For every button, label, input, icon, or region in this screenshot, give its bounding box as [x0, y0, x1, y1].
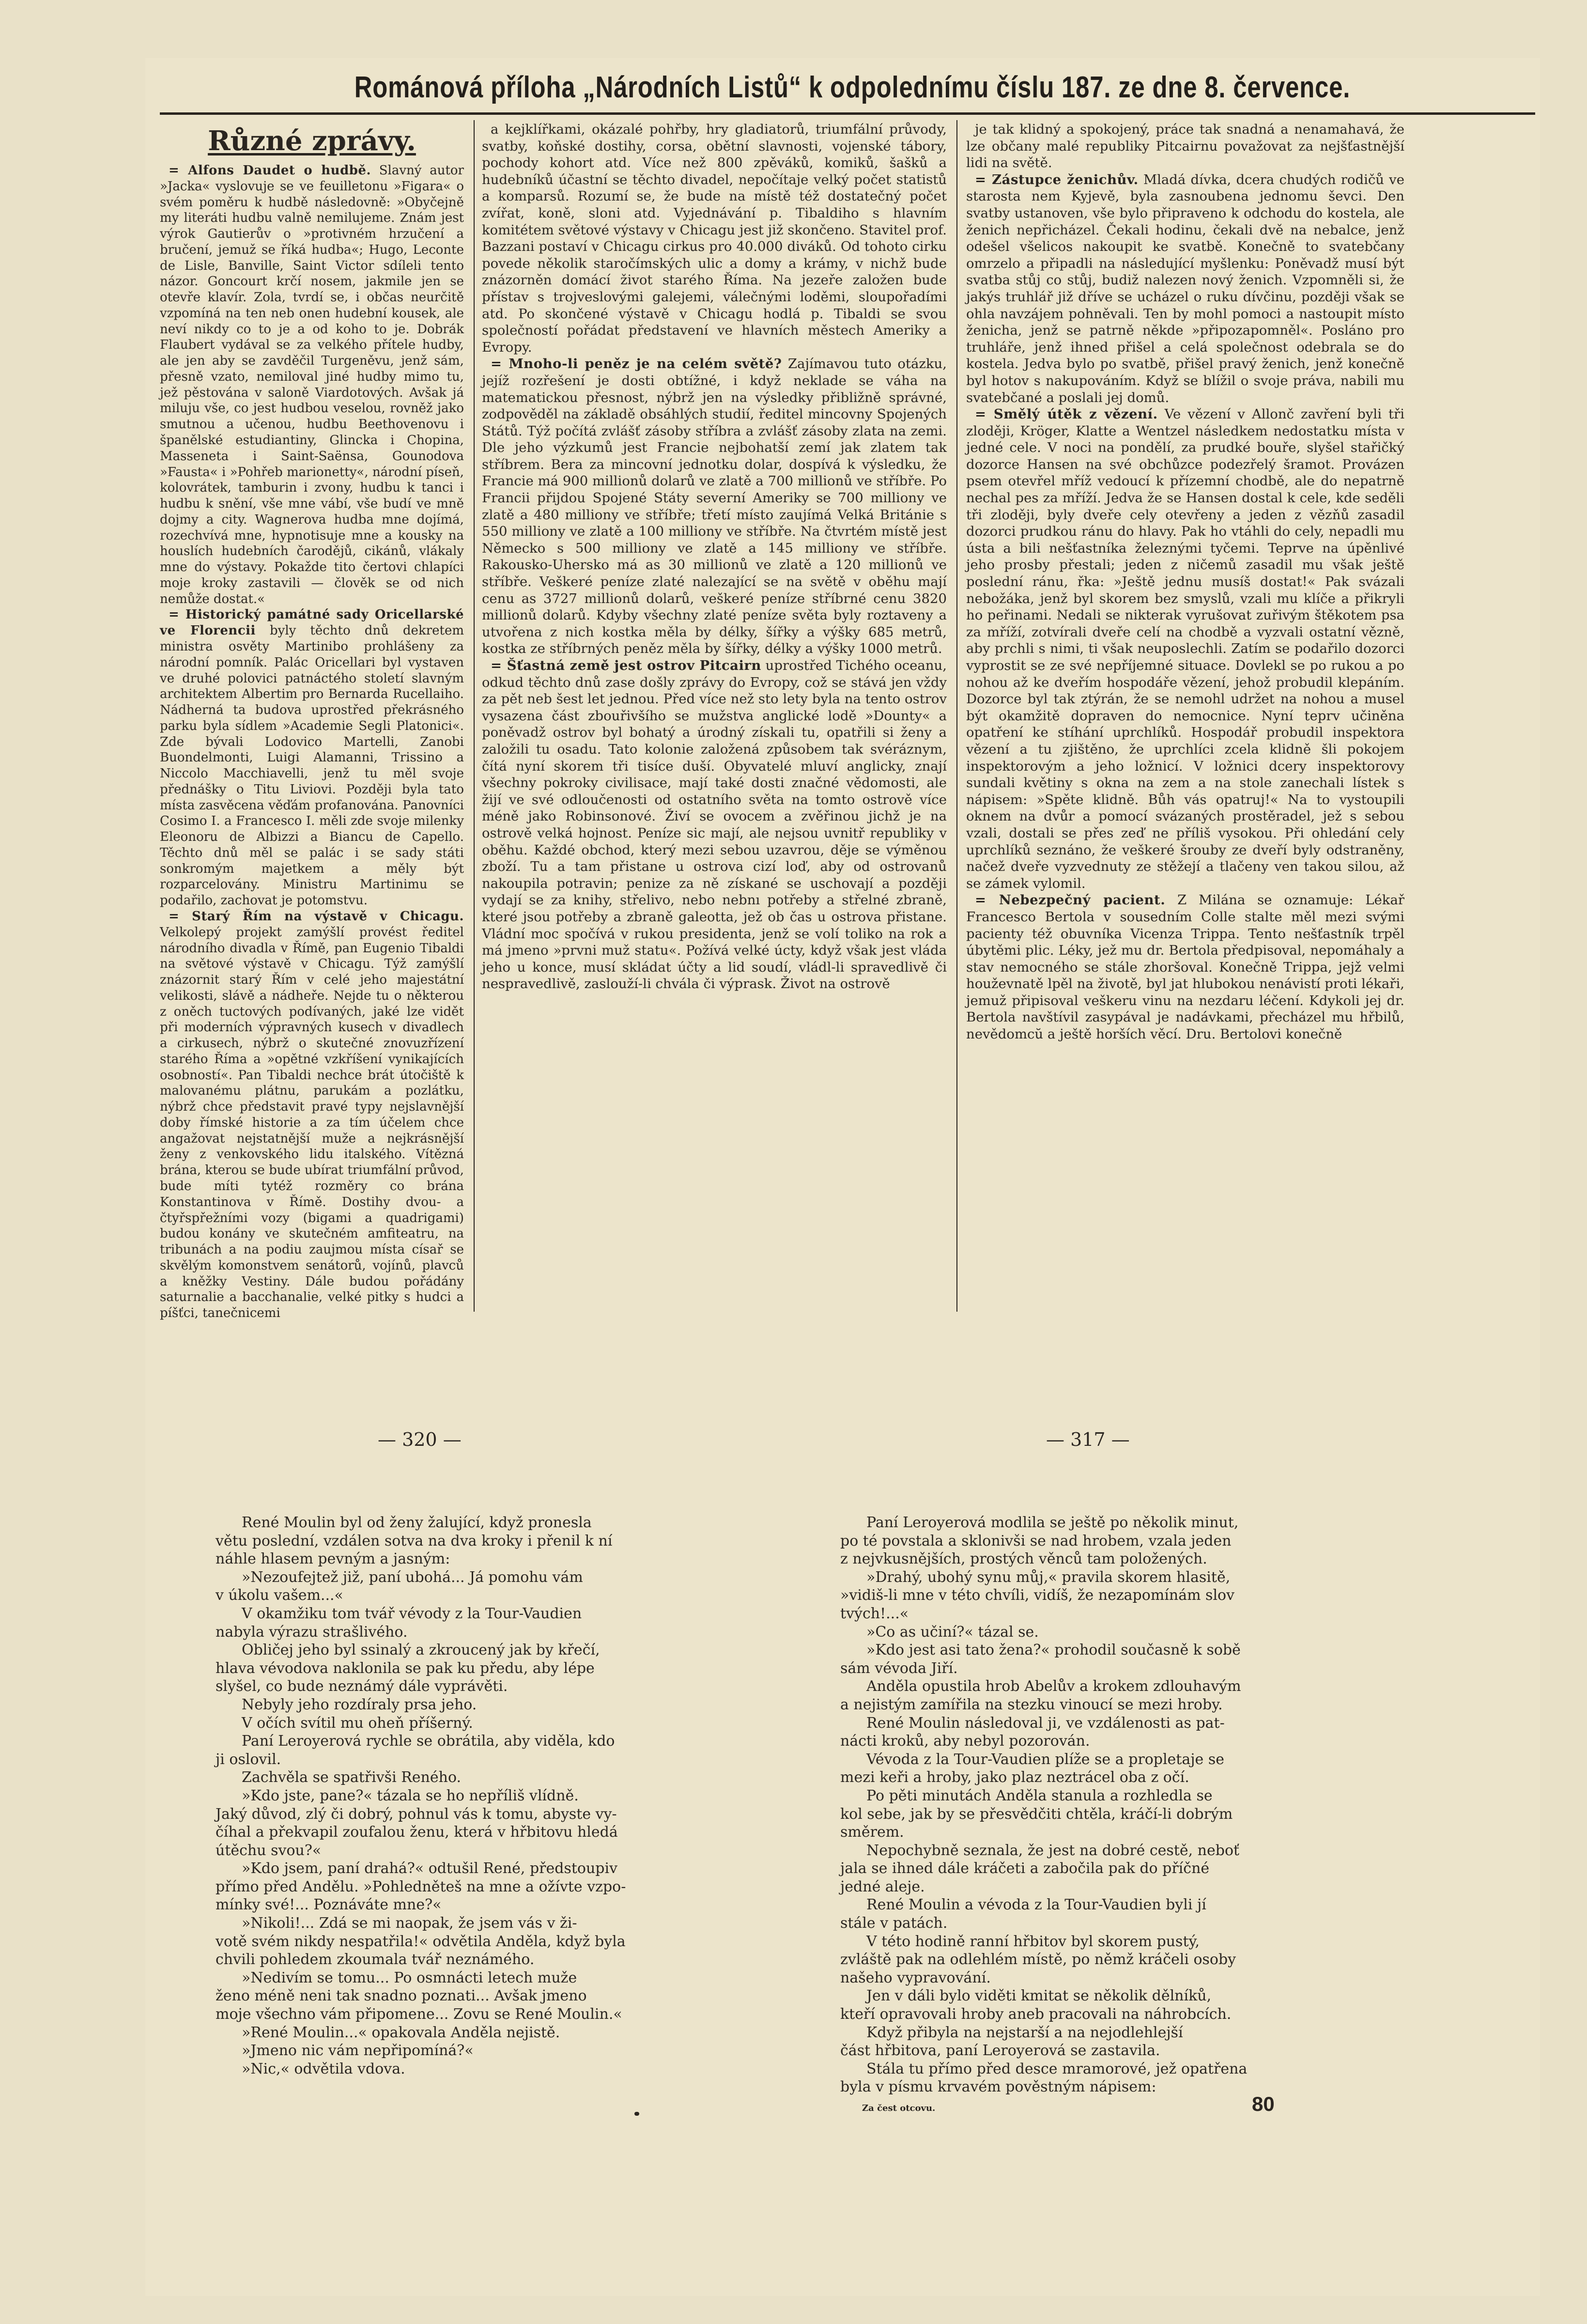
- novel-line: »Kdo jsem, paní drahá?« odtušil René, předstoupiv: [242, 1860, 618, 1877]
- novel-line: »Kdo jest asi tato žena?« prohodil současně k sobě: [866, 1642, 1241, 1659]
- novel-line: »Nezoufejtež již, paní ubohá... Já pomohu vám: [242, 1568, 583, 1586]
- novel-line: Vévoda z la Tour-Vaudien plíže se a propletaje se: [866, 1751, 1224, 1768]
- page-number-right: — 317 —: [1046, 1429, 1130, 1450]
- novel-line: sám vévoda Jiří.: [840, 1659, 958, 1677]
- novel-line: Paní Leroyerová rychle se obrátila, aby viděla, kdo: [242, 1733, 615, 1750]
- novel-right-page: [840, 1514, 1470, 2096]
- news-item-headline: = Šťastná země jest ostrov Pitcairn: [491, 658, 761, 673]
- articles-col1: [160, 163, 464, 1321]
- news-item-text: Mladá dívka, dcera chudých rodičů ve starosta nem Kyjevě, byla zasnoubena jednomu ševci. Den svatby ustanoven, vše bylo připraveno k odchodu do kostela, ale ženich nepřicházel. Čekali hodinu, čekali dvě na nebalce, jenž odešel všelicos nakoupit ke svatbě. Konečně to svatebčany omrzelo a připadli na následující myšlenku: Poněvadž musí být svatba stůj co stůj, budiž nalezen nový ženich. Vzpomněli si, že jakýs truhlář již dříve se ucházel o ruku dívčinu, později však se ohla navzájem pohněvali. Ten by mohl pomoci a nastoupit místo ženicha, jenž se patrně někde »připozapomněl«. Poslánо pro truhláře, jenž ihned přišel a celá společnost odebrala se do kostela. Jedva bylo po svatbě, přišel pravý ženich, jenž konečně byl hotov s nakupováním. Když se blížil o svoje práva, nabili mu svatebčané a poslali jej domů.: [966, 171, 1404, 405]
- news-item: [482, 121, 947, 356]
- novel-line: náhle hlasem pevným a jasným:: [216, 1550, 450, 1568]
- novel-line: Jen v dáli bylo viděti kmitat se několik dělníků,: [866, 1987, 1212, 2005]
- column-2: [482, 121, 947, 1322]
- column-3: [966, 121, 1404, 1322]
- novel-line: nácti kroků, aby nebyl pozorován.: [840, 1733, 1090, 1750]
- novel-line: byla v písmu krvavém pověstným nápisem:: [840, 2078, 1156, 2096]
- novel-line: »Kdo jste, pane?« tázala se ho nepříliš vlídně.: [242, 1787, 579, 1804]
- novel-line: »Nedivím se tomu... Po osmnácti letech muže: [242, 1969, 577, 1986]
- novel-line: René Moulin následoval ji, ve vzdálenosti as pat-: [866, 1714, 1225, 1732]
- novel-line: »Nikoli!... Zdá se mi naopak, že jsem vás v ži-: [242, 1915, 577, 1932]
- novel-line: po té povstala a sklonivši se nad hrobem, vzala jeden: [840, 1532, 1232, 1549]
- novel-line: Anděla opustila hrob Abelův a krokem zdlouhavým: [866, 1678, 1241, 1695]
- news-item: [160, 909, 464, 1321]
- column-divider-2: [956, 120, 957, 1312]
- novel-line: přímo před Andělu. »Pohledněteš na mne a ožívte vzpo-: [216, 1878, 626, 1895]
- novel-line: tvých!...«: [840, 1605, 909, 1622]
- novel-left-page: [216, 1514, 845, 2078]
- section-title: Různé zprávy.: [208, 125, 416, 157]
- news-item-text: Ve vězení v Allonč zavření byli tři zloději, Kröger, Klatte a Wentzel následkem nedostatku místa v jedné cele. V noci na pondělí, za prudké bouře, slyšel stařičký dozorce Hansen na své obchůzce podezřelý šramot. Provázen psem otevřel mříž vedoucí k přízemní chodbě, ale do nepatrně nechal pes za mříží. Jedva že se Hansen dostal k cele, kde seděli tři zloději, byly dveře cely otevřeny a jeden z vězňů zasadil dozorci prudkou ránu do hlavy. Pak ho vtáhli do cely, nepadli mu ústa a bili nešťastníka železnými tyčemi. Teprve na úpěnlivé jeho prosby přestali; jeden z ničemů zasadil mu však ještě poslední ránu, řka: »Ještě jednu musíš dostat!« Pak svázali nebožáka, jenž byl skorem bez smyslů, vzali mu klíče a přikryli ho peřinami. Nedali se nikterak vyrušovat zuřivým štěkotem psa za mříží, zotvírali dveře celí na chodbě a vyzvali ostatní vězně, aby prchli s nimi, ti však neuposlechli. Zatím se podařilo dozorci vyprostit se ze své nepříjemné situace. Dovlekl se po rukou a po nohou až ke dveřím hospodáře vězení, jehož probudil klepáním. Dozorce byl tak ztýrán, že se nemohl udržet na nohou a musel být okamžitě dopraven do nemocnice. Nyní teprv učiněna opatření ke stíhání uprchlíků. Hospodář probudil inspektora vězení a tu zjištěno, že uprchlíci zcela klidně šli pokojem inspektorovým a jeho ložnicí. V ložnici dcery inspektorovy sundali květiny s okna na zem a na stole zanechali lístek s nápisem: »Spěte klidně. Bůh vás opatruj!« Na to vystoupili oknem na dvůr a pomocí svázaných prostěradel, jež s sebou vzali, dostali se přes zeď ne příliš vysokou. Při ohledání cely uprchlíků seznáno, že veškeré šrouby ze dveří byly odstraněny, načež dveře vyzvednuty ze stěžejí a tlačeny ven takou silou, až se zámek vylomil.: [966, 406, 1404, 891]
- novel-line: jedné aleje.: [840, 1878, 925, 1895]
- novel-line: ženo méně neni tak snadno poznati... Avšak jmeno: [216, 1987, 587, 2005]
- novel-line: Nebyly jeho rozdíraly prsa jeho.: [242, 1696, 477, 1713]
- news-item-headline: = Alfons Daudet o hudbě.: [169, 163, 371, 178]
- novel-line: Po pěti minutách Anděla stanula a rozhledla se: [866, 1787, 1213, 1804]
- novel-line: V této hodině ranní hřbitov byl skorem pustý,: [866, 1933, 1200, 1950]
- news-item-text: byly těchto dnů dekretem ministra osvěty Martinibo prohlášeny za národní pomník. Palác Oricellari byl vystaven ve druhé polovici patnáctého století slavným architektem Albertim pro Bernarda Rucellaiho. Nádherná ta budova uprostřed překrásného parku byla sídlem »Academie Segli Platonici«. Zde bývali Lodovico Martelli, Zanobi Buondelmonti, Luigi Alamanni, Trissino a Niccolo Macchiavelli, jenž tu měl svoje přednášky o Titu Liviovi. Později byla tato místa zasvěcena věďám profanovánа. Panovníci Cosimo I. a Francesco I. měli zde svoje milenky Eleonoru de Albizzi a Biancu de Capello. Těchto dnů měl se palác i se sady státi sonkromým majetkem a měly být rozparcelovány. Ministru Martinimu se podařilo, zachovat je potomstvu.: [160, 623, 464, 908]
- news-item: [966, 121, 1404, 171]
- novel-line: Paní Leroyerová modlila se ještě po několik minut,: [866, 1514, 1239, 1531]
- novel-line: Jaký důvod, zlý či dobrý, pohnul vás k tomu, abyste vy-: [216, 1805, 617, 1823]
- novel-line: Obličej jeho byl ssinalý a zkroucený jak by křečí,: [242, 1642, 600, 1659]
- articles-col2: [482, 121, 947, 992]
- news-item-text: uprostřed Tichého oceanu, odkud těchto dnů zase došly zprávy do Evropy, což se stává jen vždy za pět neb šest let jednou. Před více než sto lety byla na tento ostrov vysazena část zbouřivšího se mužstva anglické lodě »Dounty« a poněvadž ostrov byl bohatý a úrodný získali tu, opatřili si ženy a založili tu osadu. Tato kolonie založená způsobem tak svéráznym, čítá nyní skorem tři tisíce duší. Obyvatelé mluví anglicky, znají všechny pokroky civilisace, mají také dosti značné vědomosti, ale žijí ve své odloučenosti od ostatního světa na tomto ostrově více méně jako Robinsonové. Živí se ovocem a zvěřinou jichž je na ostrově velká hojnost. Peníze sic mají, ale nejsou uvnitř republiky v oběhu. Každé obchod, který mezi sebou uzavrou, děje se výměnou zboží. Tu a tam přistane u ostrova cizí loď, aby od ostrovanů nakoupila potravin; penize za ně získané se uschovají a později vydají se za knihy, střelivo, nebo nebnı potřeby a střelné zbraně, které jsou potřeby a zbraně galeotta, jež ob čas u ostrova přistane. Vládní moc spočívá v rukou presidenta, jenž se volí toliko na rok a má jmeno »prvni muž statu«. Požívá velké úcty, když však jest vláda jeho u konce, musí skládat účty a lid soudí, vládl-li spravedlivě či nespravedlivě, zaslouží-li chvála či výprask. Život na ostrově: [482, 658, 947, 992]
- news-item-headline: = Zástupce ženichův.: [975, 171, 1139, 187]
- novel-line: jala se ihned dále kráčeti a zabočila pak do příčné: [840, 1860, 1210, 1877]
- news-item: [966, 892, 1404, 1042]
- novel-line: mínky své!... Poznáváte mne?«: [216, 1896, 442, 1914]
- novel-line: zvláště pak na odlehlém místě, po němž kráčeli osoby: [840, 1951, 1236, 1968]
- novel-line: Zachvěla se spatřivši Reného.: [242, 1769, 462, 1786]
- news-item: [482, 356, 947, 657]
- novel-line: ji oslovil.: [216, 1751, 281, 1768]
- novel-line: Stála tu přímo před desce mramorové, jež opatřena: [866, 2060, 1248, 2077]
- novel-line: kteří opravovali hroby aneb pracovali na náhrobcích.: [840, 2006, 1232, 2023]
- news-item-headline: = Historický památné sady Oricellarské ve Florencii: [160, 607, 464, 638]
- novel-line: v úkolu vašem...«: [216, 1587, 343, 1604]
- novel-line: »vidiš-li mne v této chvíli, vidíš, že nezapomínám slov: [840, 1587, 1235, 1604]
- fold-mark: [634, 2112, 639, 2116]
- novel-line: Když přibyla na nejstarší a na nejodlehlejší: [866, 2024, 1183, 2041]
- novel-line: nabyla výrazu strašlivého.: [216, 1623, 408, 1641]
- news-item-text: a kejklířkami, okázalé pohřby, hry gladiatorů, triumfální průvody, svatby, koňské dostihy, corsa, obětní slavnosti, vojenské tábory, pochody kohort atd. Více než 800 zpěváků, komiků, šašků a hudebníků účastní se těchto divadel, nepočítaje velký počet statistů a komparsů. Rozumí se, že bude na místě též dostatečný počet zvířat, koně, sloni atd. Vyjednávání p. Tibaldiho s hlavním komitétem světové výstavy v Chicagu jest již skončeno. Stavitel prof. Bazzani postaví v Chicagu cirkus pro 40.000 diváků. Od tohoto cirku povede několik staročímských ulic a domy a krámy, v nichž bude znázorněn domácí život starého Říma. Na jezeře založen bude přístav s trojveslovými galejemi, válečnými loděmi, sloupořadími atd. Po skončené výstavě v Chicagu hodlá p. Tibaldi se svou společností pořádat představení ve hlavních městech Ameriky a Evropy.: [482, 122, 947, 355]
- novel-line: »Drahý, ubohý synu můj,« pravila skorem hlasitě,: [866, 1568, 1231, 1586]
- novel-line: »René Moulin...« opakovala Anděla nejistě.: [242, 2024, 560, 2041]
- novel-line: útěchu svou?«: [216, 1842, 322, 1859]
- masthead-rule: [160, 112, 1535, 115]
- novel-footer-title: Za čest otcovu.: [862, 2103, 936, 2113]
- novel-line: V očích svítil mu oheň příšerný.: [242, 1714, 473, 1732]
- novel-line: část hřbitova, paní Leroyerová se zastavila.: [840, 2042, 1160, 2060]
- novel-line: mezi keři a hroby, jako plaz neztrácel oba z očí.: [840, 1769, 1189, 1786]
- news-item: [966, 406, 1404, 892]
- novel-line: hlava vévodova naklonila se pak ku předu, aby lépe: [216, 1659, 595, 1677]
- news-item: [966, 171, 1404, 406]
- news-item-headline: = Nebezpečný pacient.: [975, 892, 1166, 908]
- novel-line: číhal a překvapil zoufalou ženu, která v hřbitovu hledá: [216, 1824, 618, 1841]
- masthead: Románová příloha „Národních Listů“ k odpolednímu číslu 187. ze dne 8. července.: [354, 71, 1351, 104]
- news-item-headline: = Mnoho-li peněz je na celém světě?: [491, 356, 782, 372]
- novel-line: stále v patách.: [840, 1915, 948, 1932]
- novel-line: René Moulin byl od ženy žalující, když pronesla: [242, 1514, 592, 1531]
- novel-line: našeho vypravování.: [840, 1969, 991, 1986]
- news-item-text: Zajímavou tuto otázku, jejíž rozřešení je dosti obtížné, i když neklade se váha na matematickou přesnost, nýbrž jen na výsledky přibližně správné, zodpověděl na základě obsáhlých studií, ředitel mincovny Spojených Států. Týž počítá zvlášť zásoby stříbra a zvlášť zásoby zlata na zemi. Dle jeho výzkumů jest Francie nejbohatší zemí jak zlatem tak stříbrem. Bera za mincovní jednotku dolar, dospívá k výsledku, že Francie má 900 millionů dolarů ve zlatě a 700 millionů ve stříbře. Po Francii přijdou Spojené Státy severní Ameriky se 700 milliony ve zlatě a 480 milliony ve stříbře; třetí místo zaujímá Velká Británie s 550 milliony ve zlatě a 100 milliony ve stříbře. Na čtvrtém místě jest Německo s 500 milliony ve zlatě a 145 milliony ve stříbře. Rakousko-Uhersko má as 30 millionů ve zlatě a 120 millionů ve stříbře. Veškeré peníze zlaté nalezající se na světě v oběhu mají cenu as 3727 millionů dolarů, veškeré peníze stříbrné cenu 3820 millionů dolarů. Kdyby všechny zlaté peníze světa byly roztaveny a utvořena z nich kostka měla by délky, šířky a výšky 685 metrů, kostka ze stříbrných peněz měla by šířky, délky a výšky 1000 metrů.: [482, 356, 947, 657]
- news-item-headline: = Smělý útěk z vězení.: [975, 406, 1158, 422]
- news-item-text: Z Milána se oznamuje: Lékař Francesco Bertola v sousedním Colle stalte měl mezi svými pacienty též obuvníka Vicenza Trippa. Tento nešťastník trpěl úbytěmi plic. Léky, jež mu dr. Bertola předpisoval, nepomáhaly a stav nemocného se stále zhoršoval. Konečně Trippa, jejž velmi houževnatě lpěl na životě, byl jat hlubokou nenávistí proti lékaři, jemuž připisoval veškeru vinu na nezdaru léčení. Kdykoli jej dr. Bertola navštívil zasypával je nadávkami, přecházel mu hřbilů, nevědomcŭ a ještě horších věcí. Dru. Bertolovi konečně: [966, 892, 1404, 1042]
- articles-col3: [966, 121, 1404, 1043]
- news-item: [160, 607, 464, 909]
- novel-line: René Moulin a vévoda z la Tour-Vaudien byli jí: [866, 1896, 1206, 1914]
- news-item-text: je tak klidný a spokojený, práce tak snadná a nenamahavá, že lze občany malé republiky Pitcairnu považovat za nejšťastnější lidi na světě.: [966, 122, 1404, 171]
- novel-line: moje všechno vám připomene... Zovu se René Moulin.«: [216, 2006, 622, 2023]
- news-item: [160, 163, 464, 607]
- novel-line: »Jmeno nic vám nepřipomíná?«: [242, 2042, 474, 2060]
- novel-line: větu poslední, vzdálen sotva na dva kroky i přenil k ní: [216, 1532, 613, 1549]
- novel-line: kol sebe, jak by se přesvědčiti chtěla, kráčí-li dobrým: [840, 1805, 1233, 1823]
- sheet-number: 80: [1252, 2092, 1275, 2115]
- news-item-text: Velkolepý projekt zamýšlí provést ředitel národního divadla v Římě, pan Eugenio Tibaldi na světové výstavě v Chicagu. Týž zamýšlí znázornit starý Řím v celé jeho majestátní velikosti, slávě a nádheře. Nejde tu o některou z oněch tuctových podívaných, jaké lze vidět při moderních výpravných kusech v divadlech a cirkusech, nýbrž o skutečné znovuzřízení starého Říma a »opětné vzkříšení vynikajících osobností«. Pan Tibaldi nechce brát útočiště k malovanému plátnu, parukám a pozlátku, nýbrž chce představit pravé typy nejslavnější doby římské historie a za tím účelem chce angažovat nejstatnější muže a nejkrásnější ženy z venkovského lidu italského. Vítězná brána, kterou se bude ubírat triumfální průvod, bude míti tytéž rozměry co brána Konstantinova v Římě. Dostihy dvou- a čtyřspřežními vozy (bigami a quadrigami) budou konány ve skutečném amfiteatru, na tribunách a na podiu zaujmou místa císař se skvělým komonstvem senátorů, vojínů, plavců a kněžky Vestiny. Dále budou pořádány saturnalie a bacchanalie, velké pitky s hudci a píšťci, tanečnicemi: [160, 925, 464, 1321]
- novel-line: chvili pohledem zkoumala tvář neznámého.: [216, 1951, 535, 1968]
- news-item-text: Slavný autor »Jacka« vyslovuje se ve feuilletonu »Figara« o svém poměru k hudbě následovně: »Obyčejně my literáti hudbu valně nemilujeme. Znám jest výrok Gautierův o »protivném hrzučení a bručení, jemuž se říká hudba«; Hugo, Leconte de Lisle, Banville, Saint Victor sdíleli tento názor. Goncourt krčí nosem, jakmile jen se otevře klavír. Zola, tvrdí se, i občas neurčitě vzpomíná na ten neb onen hudební kousek, ale neví nikdy co to je a od koho to je. Dobrák Flaubert vydával se za velkého přítele hudby, ale jen aby se zavděčil Turgeněvu, jenž sám, přesně vzato, nemiloval jiné hudby mimo tu, jež pěstována v saloně Viardotových. Avšak já miluju vše, co jest hudbou veselou, rovněž jako smutnou a učenou, hudbu Beethovenovu i španělské estudiantiny, Glincka i Chopina, Masseneta i Saint-Saënsa, Gounodova »Fausta« i »Pohřeb marionetty«, národní píseň, kolovrátek, tamburin i zvony, hudbu k tanci i hudbu k snění, vše mne vábí, vše budí ve mně dojmy a city. Wagnerova hudba mne dojímá, rozechvívá mne, hypnotisuje mne a kousky na houslích hudebních čarodějů, cikánů, vlákaly mne do výstavy. Pokažde tito čertovi chlapíci moje kroky zastavili — člověk se od nich nemůže dostat.«: [160, 163, 464, 606]
- novel-line: směrem.: [840, 1824, 904, 1841]
- column-1: [160, 121, 464, 1322]
- novel-line: »Nic,« odvětila vdova.: [242, 2060, 405, 2077]
- novel-line: »Co as učiní?« tázal se.: [866, 1623, 1039, 1641]
- novel-line: z nejvkusnějších, prostých věnců tam položených.: [840, 1550, 1207, 1568]
- page-number-left: — 320 —: [378, 1429, 462, 1450]
- column-divider-1: [474, 120, 475, 1312]
- novel-line: a nejistým zamířila na stezku vinoucí se mezi hroby.: [840, 1696, 1223, 1713]
- novel-line: Nepochybně seznala, že jest na dobré cestě, neboť: [866, 1842, 1240, 1859]
- novel-line: slyšel, co bude neznámý dále vyprávěti.: [216, 1678, 508, 1695]
- novel-line: V okamžiku tom tvář vévody z la Tour-Vaudien: [242, 1605, 582, 1622]
- news-item-headline: = Starý Řím na výstavě v Chicagu.: [169, 909, 464, 924]
- novel-line: votě svém nikdy nespatřila!« odvětila Anděla, když byla: [216, 1933, 626, 1950]
- news-item: [482, 657, 947, 992]
